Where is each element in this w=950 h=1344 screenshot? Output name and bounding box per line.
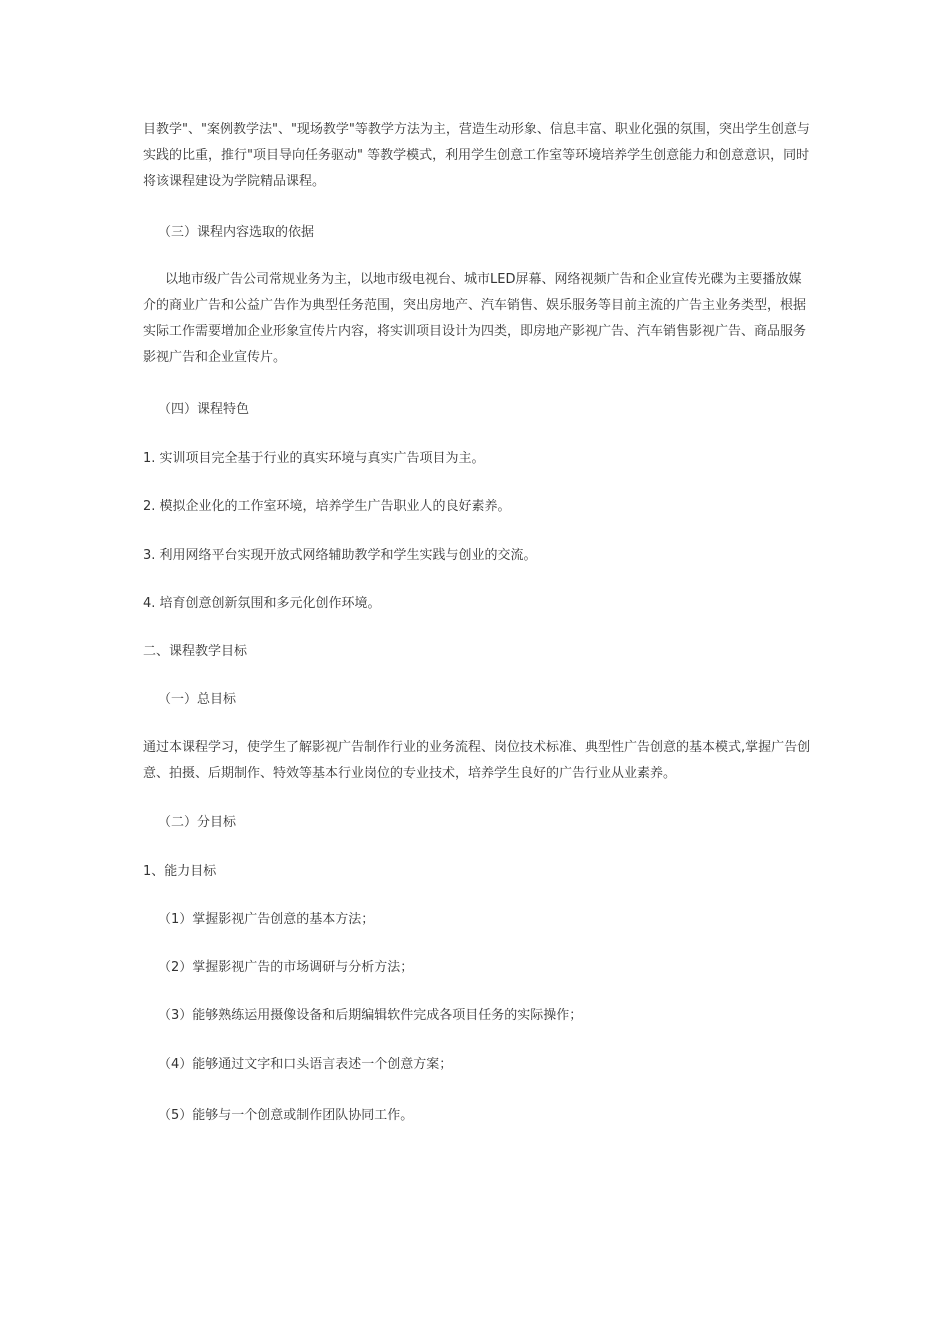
ability-item-1: （1）掌握影视广告创意的基本方法；: [158, 912, 375, 927]
heading-ability-goals: 1、能力目标: [143, 864, 217, 879]
heading-overall-goal: （一）总目标: [158, 692, 237, 707]
paragraph-teaching-methods: 目教学"、"案例教学法"、"现场教学"等教学方法为主，营造生动形象、信息丰富、职业化强的氛围，突出学生创意与实践的比重，推行"项目导向任务驱动" 等教学模式，利用学生创意工作室等环境培养学生创意能力和创意意识，同时将该课程建设为学院精品课程。: [143, 122, 810, 189]
feature-item-4: 4. 培育创意创新氛围和多元化创作环境。: [143, 596, 381, 611]
ability-item-2: （2）掌握影视广告的市场调研与分析方法；: [158, 960, 414, 975]
feature-item-1: 1. 实训项目完全基于行业的真实环境与真实广告项目为主。: [143, 451, 485, 466]
paragraph-content-basis: 以地市级广告公司常规业务为主，以地市级电视台、城市LED屏幕、网络视频广告和企业宣传光碟为主要播放媒介的商业广告和公益广告作为典型任务范围，突出房地产、汽车销售、娱乐服务等目前主流的广告主业务类型，根据实际工作需要增加企业形象宣传片内容，将实训项目设计为四类，即房地产影视广告、汽车销售影视广告、商品服务影视广告和企业宣传片。: [143, 272, 807, 365]
heading-content-basis: （三）课程内容选取的依据: [158, 225, 315, 240]
ability-item-4: （4）能够通过文字和口头语言表述一个创意方案；: [158, 1057, 453, 1072]
ability-item-3: （3）能够熟练运用摄像设备和后期编辑软件完成各项目任务的实际操作；: [158, 1008, 583, 1023]
heading-course-features: （四）课程特色: [158, 402, 250, 417]
heading-teaching-goals: 二、课程教学目标: [143, 644, 248, 659]
feature-item-3: 3. 利用网络平台实现开放式网络辅助教学和学生实践与创业的交流。: [143, 548, 537, 563]
heading-sub-goals: （二）分目标: [158, 815, 237, 830]
paragraph-overall-goal: 通过本课程学习，使学生了解影视广告制作行业的业务流程、岗位技术标准、典型性广告创意的基本模式,掌握广告创意、拍摄、后期制作、特效等基本行业岗位的专业技术，培养学生良好的广告行业从业素养。: [143, 740, 811, 781]
ability-item-5: （5）能够与一个创意或制作团队协同工作。: [158, 1108, 414, 1123]
feature-item-2: 2. 模拟企业化的工作室环境，培养学生广告职业人的良好素养。: [143, 499, 511, 514]
